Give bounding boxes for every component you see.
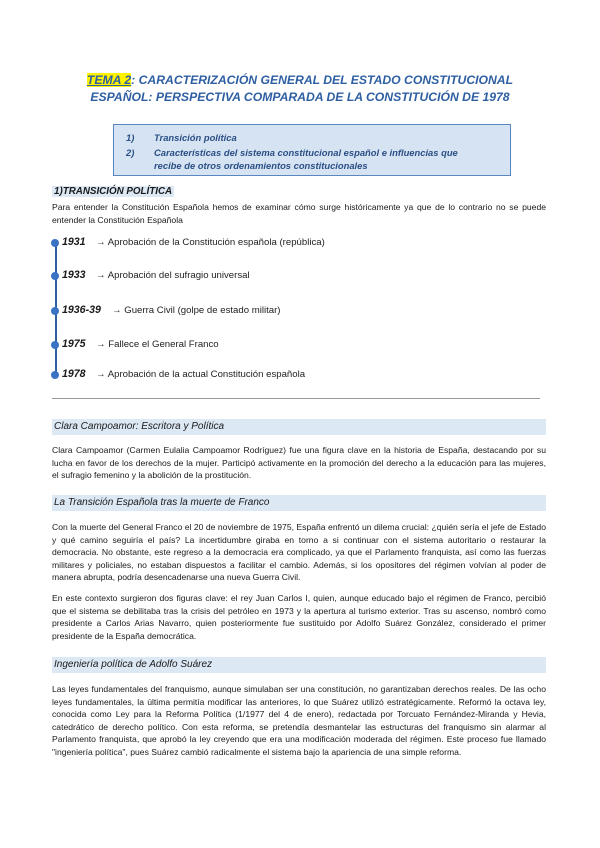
paragraph-transicion-1: Con la muerte del General Franco el 20 de noviembre de 1975, España enfrentó un dilema crucial: ¿quién sería el jefe de Estado y qué camino seguiría el país? La incertidumbre giraba en torno a si continuar con el sistema autoritario o restaurar la democracia. No obstante, este regreso a la democracia era complicado, ya que el Parlamento franquista, así como las fuerzas militares y policiales, no estaban dispuestos a facilitar el cambio. Además, si los opositores del régimen volvían al poder de manera abrupta, podría desencadenarse una nueva Guerra Civil. — [52, 522, 546, 583]
heading-transicion: La Transición Española tras la muerte de Franco — [52, 495, 546, 511]
timeline-year: 1975 — [62, 338, 86, 350]
timeline-desc: → Fallece el General Franco — [96, 339, 219, 350]
timeline-desc: → Aprobación de la Constitución española (república) — [96, 237, 325, 248]
title-line2: ESPAÑOL: PERSPECTIVA COMPARADA DE LA CONSTITUCIÓN DE 1978 — [90, 90, 510, 104]
bullet-dot-icon — [51, 341, 59, 349]
toc-item — [126, 131, 484, 144]
toc-number: 2) — [126, 147, 135, 158]
timeline-year: 1931 — [62, 236, 86, 248]
section-heading-transicion: 1)TRANSICIÓN POLÍTICA — [54, 186, 173, 197]
heading-suarez: Ingeniería política de Adolfo Suárez — [52, 657, 546, 673]
timeline-year: 1978 — [62, 368, 86, 380]
timeline-year: 1933 — [62, 269, 86, 281]
timeline-desc: → Aprobación del sufragio universal — [96, 270, 250, 281]
paragraph-suarez: Las leyes fundamentales del franquismo, aunque simulaban ser una constitución, no garantizaban derechos reales. De las ocho leyes fundamentales, la última permitía modificar las anteriores, lo que Suárez utilizó estratégicamente. Reformó la octava ley, conocida como Ley para la Reforma Política (1/1977 del 4 de enero), redactada por Torcuato Fernández-Miranda y Hevia, catedrático de derecho político. Con esta reforma, se pretendía desmantelar las estructuras del franquismo sin alarmar al Parlamento franquista, que aprobó la ley creyendo que era una modificación moderada del régimen. Este proceso fue llamado "ingeniería política", pues Suárez cambió radicalmente el sistema bajo la apariencia de una simple reforma. — [52, 684, 546, 757]
timeline-desc: → Aprobación de la actual Constitución española — [96, 369, 306, 380]
toc-text: Características del sistema constitucional español e influencias que recibe de otros ordenamientos constitucionales — [154, 147, 458, 171]
tema-label: TEMA 2 — [86, 73, 132, 87]
bullet-dot-icon — [51, 371, 59, 379]
title-line1: : CARACTERIZACIÓN GENERAL DEL ESTADO CONSTITUCIONAL — [131, 73, 514, 87]
toc-item — [126, 146, 484, 172]
paragraph-transicion-2: En este contexto surgieron dos figuras clave: el rey Juan Carlos I, quien, aunque educado bajo el régimen de Franco, percibió que el sistema se debilitaba tras la crisis del petróleo en 1973 y la apertura al turismo exterior. Tras su ascenso, nombró como presidente a Carlos Arias Navarro, quien posteriormente fue sustituido por Adolfo Suárez González, considerado el primer presidente de la España democrática. — [52, 593, 546, 641]
heading-campoamor: Clara Campoamor: Escritora y Política — [52, 419, 546, 435]
document-title — [40, 72, 560, 106]
timeline-year: 1936-39 — [62, 304, 101, 316]
bullet-dot-icon — [51, 307, 59, 315]
timeline-desc: → Guerra Civil (golpe de estado militar) — [112, 305, 281, 316]
bullet-dot-icon — [51, 272, 59, 280]
table-of-contents — [113, 124, 511, 176]
toc-text: Transición política — [154, 132, 237, 143]
toc-number: 1) — [126, 132, 135, 143]
paragraph-campoamor: Clara Campoamor (Carmen Eulalia Campoamor Rodríguez) fue una figura clave en la historia de España, destacando por su lucha en favor de los derechos de la mujer. Participó activamente en la promoción del derecho a la educación para las mujeres, el sufragio femenino y la abolición de la prostitución. — [52, 445, 546, 481]
bullet-dot-icon — [51, 239, 59, 247]
intro-paragraph: Para entender la Constitución Española hemos de examinar cómo surge históricamente ya que de lo contrario no se puede entender la Constitución Española — [52, 202, 546, 225]
divider — [52, 398, 540, 399]
